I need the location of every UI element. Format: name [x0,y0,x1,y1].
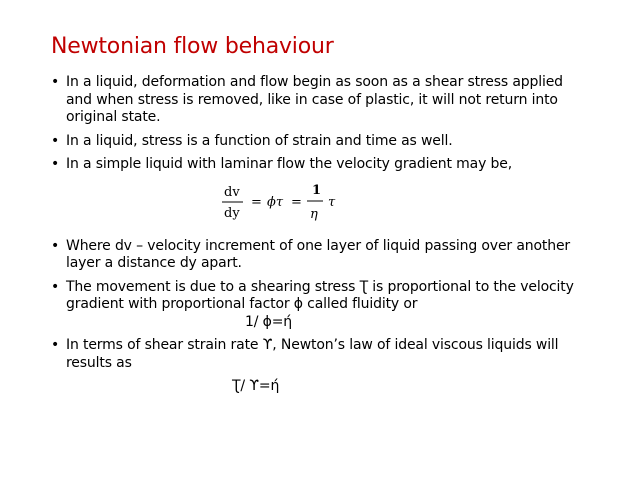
formula-rhs-tail: τ [328,194,336,210]
bullet-item: • Where dv – velocity increment of one layer of liquid passing over another layer a distance dy apart. [51,238,591,273]
newton-law-equation: Ʈ/ ϒ=ή [232,378,280,394]
formula-lhs-denominator: dy [224,205,240,221]
bullet-item: • In terms of shear strain rate ϒ, Newton’s law of ideal viscous liquids will results as [51,337,591,372]
bullet-item: • In a liquid, stress is a function of strain and time as well. [51,133,591,151]
formula-lhs-numerator: dv [224,184,240,200]
bullet-item: • The movement is due to a shearing stress Ʈ is proportional to the velocity gradient with proportional factor ɸ called fluidity or [51,279,591,314]
formula-graphic [211,180,391,236]
velocity-gradient-formula [211,180,591,236]
formula-middle: ϕτ [267,194,284,210]
bullet-item: • In a liquid, deformation and flow begin as soon as a shear stress applied and when stress is removed, like in case of plastic, it will not return into original state. [51,74,591,127]
formula-rhs-denominator: η [310,206,318,222]
formula-equals-1: = [251,194,262,210]
formula-equals-2: = [291,194,302,210]
formula-rhs-numerator: 1 [312,182,322,198]
slide-title: Newtonian flow behaviour [51,34,334,59]
fluidity-equation: 1/ ɸ=ή [245,313,293,330]
bullet-item: • In a simple liquid with laminar flow the velocity gradient may be, [51,156,591,174]
slide-content [51,74,591,396]
